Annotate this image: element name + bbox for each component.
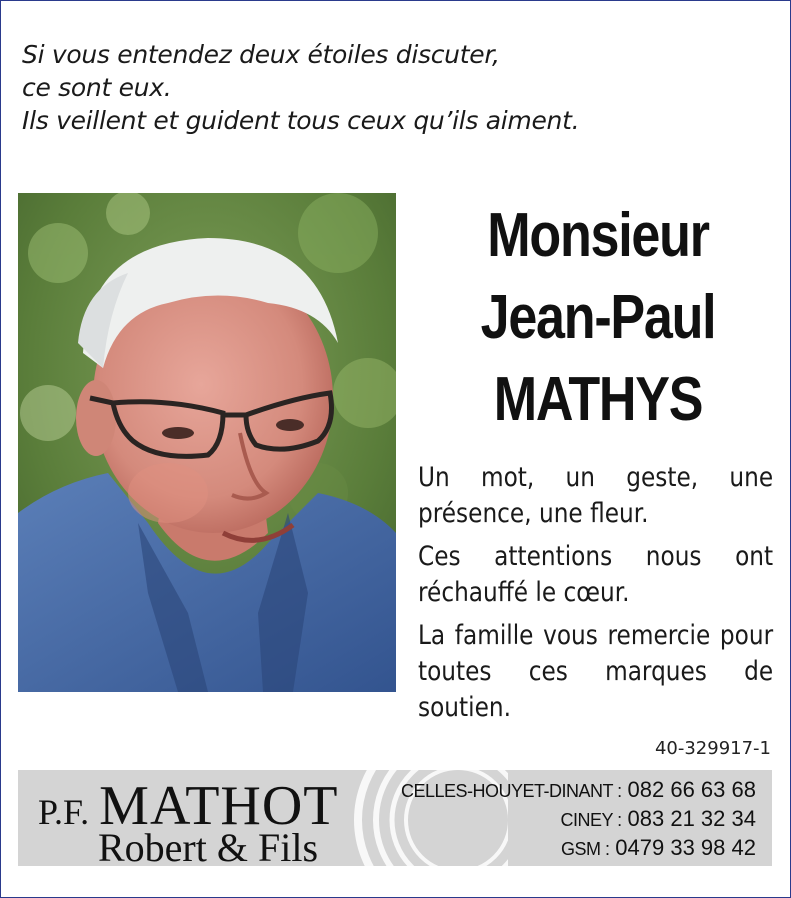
memorial-quote bbox=[22, 38, 579, 137]
quote-line: ce sont eux. bbox=[22, 73, 172, 102]
contact-row: CELLES-HOUYET-DINANT : 082 66 63 68 bbox=[400, 777, 756, 802]
contact-list bbox=[401, 776, 756, 863]
phone-number: 083 21 32 34 bbox=[627, 806, 756, 831]
contact-row: GSM : 0479 33 98 42 bbox=[560, 835, 756, 860]
name-title: Monsieur bbox=[487, 201, 709, 270]
thanks-text bbox=[418, 460, 774, 733]
name-last: MATHYS bbox=[493, 365, 703, 434]
phone-number: 082 66 63 68 bbox=[627, 777, 756, 802]
portrait-photo bbox=[18, 193, 396, 692]
thanks-paragraph: La famille vous remercie pour toutes ces marques de soutien. bbox=[418, 620, 774, 723]
thanks-paragraph: Ces attentions nous ont réchauffé le cœur. bbox=[418, 541, 774, 608]
thanks-paragraph: Un mot, un geste, une présence, une fleur. bbox=[418, 462, 774, 529]
phone-number: 0479 33 98 42 bbox=[615, 835, 756, 860]
quote-line: Si vous entendez deux étoiles discuter, bbox=[22, 40, 500, 69]
deceased-name bbox=[418, 195, 778, 441]
logo-name: MATHOT bbox=[99, 775, 339, 837]
reference-number: 40-329917-1 bbox=[654, 738, 771, 759]
logo-subtitle: Robert & Fils bbox=[98, 825, 319, 866]
quote-line: Ils veillent et guident tous ceux qu’ils aiment. bbox=[22, 106, 580, 135]
name-first: Jean-Paul bbox=[480, 283, 716, 352]
contact-row: CINEY : 083 21 32 34 bbox=[560, 806, 756, 831]
funeral-home-banner bbox=[18, 770, 772, 866]
logo-prefix: P.F. bbox=[38, 792, 90, 832]
